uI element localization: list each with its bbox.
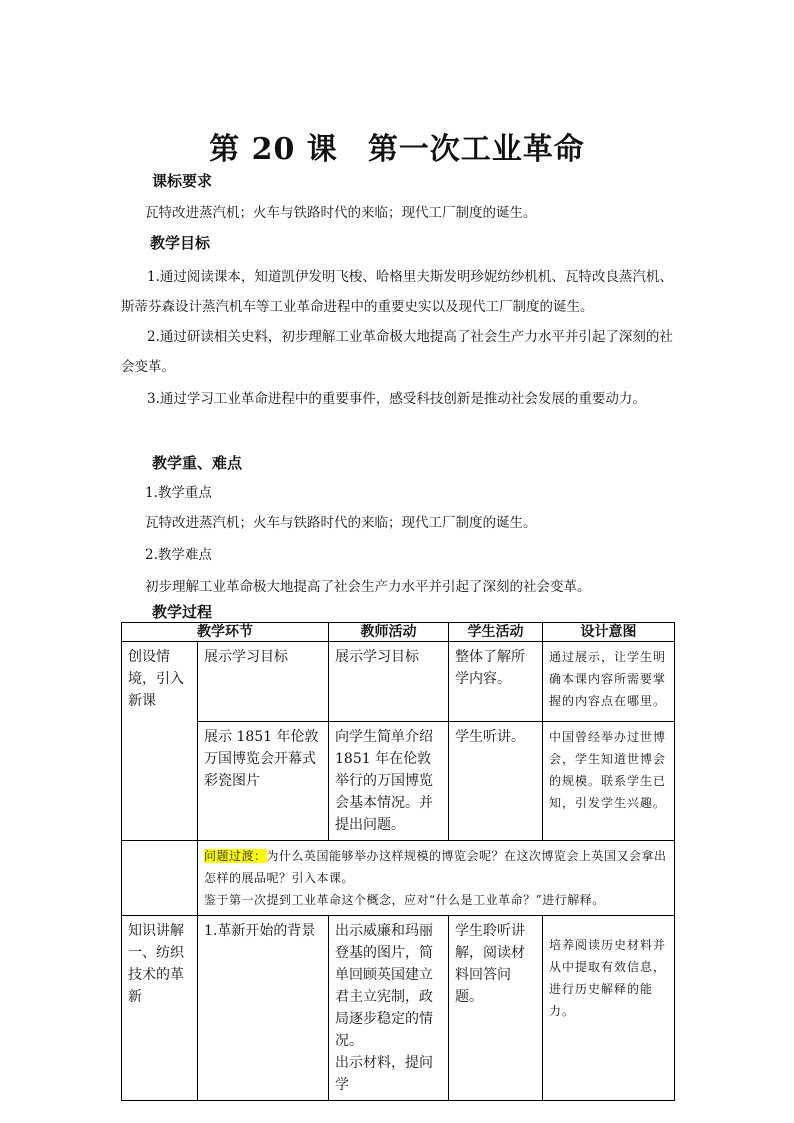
- curriculum-heading: 课标要求: [152, 172, 213, 190]
- stage-cell: 创设情境，引入新课: [122, 642, 198, 841]
- header-intent: 设计意图: [543, 623, 675, 642]
- process-table: [121, 622, 675, 1101]
- focus-text: 瓦特改进蒸汽机；火车与铁路时代的来临；现代工厂制度的诞生。: [145, 515, 537, 531]
- process-heading: 教学过程: [152, 603, 213, 621]
- header-student: 学生活动: [449, 623, 543, 642]
- intent-cell: 通过展示，让学生明确本课内容所需要掌握的内容点在哪里。: [543, 642, 675, 722]
- header-stage: 教学环节: [122, 623, 329, 642]
- student-cell: 学生听讲。: [449, 722, 543, 841]
- bridge-text-2: 鉴于第一次提到工业革命这个概念，应对“什么是工业革命？”进行解释。: [204, 893, 605, 907]
- objective-3: 3.通过学习工业革命进程中的重要事件，感受科技创新是推动社会发展的重要动力。: [147, 391, 646, 407]
- page-title: [0, 124, 794, 168]
- objectives-heading: 教学目标: [150, 234, 211, 252]
- objective-1: 1.通过阅读课本，知道凯伊发明飞梭、哈格里夫斯发明珍妮纺纱机机、瓦特改良蒸汽机、斯蒂芬森设计蒸汽机车等工业革命进程中的重要史实以及现代工厂制度的诞生。: [121, 269, 673, 315]
- content-cell: 展示学习目标: [198, 642, 329, 722]
- stage-cell: 知识讲解一、纺织技术的革新: [122, 916, 198, 1101]
- header-teacher: 教师活动: [329, 623, 449, 642]
- teacher-cell: 展示学习目标: [329, 642, 449, 722]
- bridge-label: 问题过渡：: [204, 849, 267, 863]
- difficulty-label: 2.教学难点: [145, 547, 212, 563]
- table-row: [122, 841, 675, 916]
- intent-cell: 培养阅读历史材料并从中提取有效信息，进行历史解释的能力。: [543, 916, 675, 1101]
- objective-2: 2.通过研读相关史料，初步理解工业革命极大地提高了社会生产力水平并引起了深刻的社会变革。: [121, 329, 673, 375]
- table-row: [122, 916, 675, 1101]
- teacher-cell: 向学生简单介绍 1851 年在伦敦举行的万国博览会基本情况。并提出问题。: [329, 722, 449, 841]
- intent-cell: 中国曾经举办过世博会，学生知道世博会的规模。联系学生已知，引发学生兴趣。: [543, 722, 675, 841]
- teacher-cell: [329, 916, 449, 1101]
- content-cell: 1.革新开始的背景: [198, 916, 329, 1101]
- bridge-text-1: 为什么英国能够举办这样规模的博览会呢？在这次博览会上英国又会拿出怎样的展品呢？引入本课。: [204, 849, 667, 885]
- curriculum-text: 瓦特改进蒸汽机；火车与铁路时代的来临；现代工厂制度的诞生。: [145, 205, 537, 221]
- difficulty-text: 初步理解工业革命极大地提高了社会生产力水平并引起了深刻的社会变革。: [145, 579, 591, 595]
- focus-label: 1.教学重点: [145, 485, 212, 501]
- student-cell: 整体了解所学内容。: [449, 642, 543, 722]
- student-cell: 学生聆听讲解，阅读材料回答问题。: [449, 916, 543, 1101]
- table-row: [122, 642, 675, 722]
- teacher-text-1: 出示威廉和玛丽登基的图片，简单回顾英国建立君主立宪制，政局逐步稳定的情况。: [335, 923, 433, 1049]
- table-row: [122, 722, 675, 841]
- table-header-row: [122, 623, 675, 642]
- empty-cell: [122, 841, 198, 916]
- bridge-cell: [198, 841, 675, 916]
- teacher-text-2: 出示材料，提问学: [335, 1055, 433, 1093]
- content-cell: 展示 1851 年伦敦万国博览会开幕式彩瓷图片: [198, 722, 329, 841]
- key-points-heading: 教学重、难点: [152, 454, 243, 472]
- lesson-name: 第一次工业革命: [367, 132, 585, 167]
- lesson-number: 第 20 课: [209, 132, 338, 167]
